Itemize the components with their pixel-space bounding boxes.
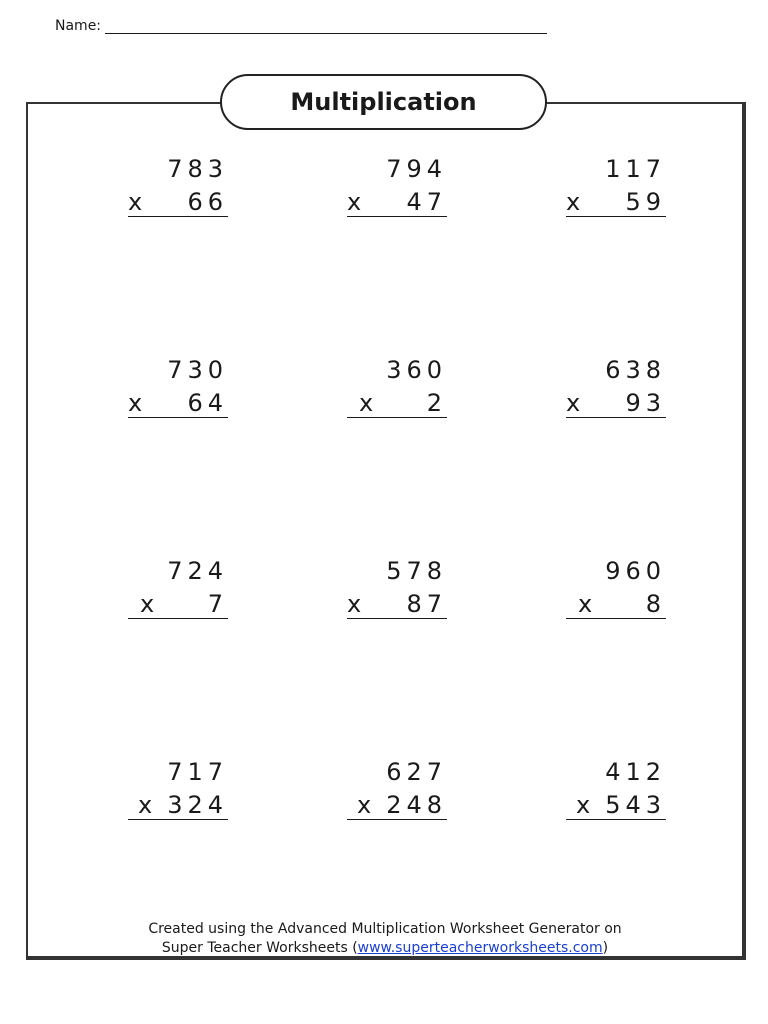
problem-2-multiplier: 47 [406,188,447,216]
problem-9-multiplier: 8 [645,590,666,618]
problem-2-top: 794 [386,155,447,183]
problem-11 [347,757,447,820]
problem-3-top: 117 [605,155,666,183]
problem-7-bottom-row [128,590,228,619]
multiply-sign: x [566,188,581,216]
problem-3-multiplier: 59 [625,188,666,216]
problem-1-multiplier: 66 [187,188,228,216]
footer-line-2 [26,939,744,958]
footer-credit [26,920,744,958]
multiply-sign: x [359,389,374,417]
footer-link[interactable]: www.superteacherworksheets.com [357,940,603,956]
problem-12-bottom-row [566,791,666,820]
problem-7-top: 724 [167,557,228,585]
problem-8 [347,556,447,619]
problem-6-bottom-row [566,389,666,418]
problem-11-top: 627 [386,758,447,786]
problem-3-bottom-row [566,188,666,217]
multiply-sign: x [347,590,362,618]
footer-line-1: Created using the Advanced Multiplication Worksheet Generator on [148,921,622,937]
problem-4 [128,355,228,418]
problem-8-bottom-row [347,590,447,619]
multiply-sign: x [128,389,143,417]
name-row [55,18,547,34]
name-label: Name: [55,18,102,34]
multiply-sign: x [576,791,591,819]
problem-3 [566,154,666,217]
problem-10 [128,757,228,820]
problem-5-bottom-row [347,389,447,418]
footer-suffix: ) [602,940,609,956]
problem-10-multiplier: 324 [167,791,228,819]
problem-10-top: 717 [167,758,228,786]
problem-12-multiplier: 543 [605,791,666,819]
footer-prefix: Super Teacher Worksheets ( [161,940,358,956]
multiply-sign: x [347,188,362,216]
problem-5-top: 360 [386,356,447,384]
worksheet-title: Multiplication [220,74,547,130]
worksheet-frame [26,102,746,960]
problem-9-bottom-row [566,590,666,619]
problem-9-top: 960 [605,557,666,585]
problem-5-multiplier: 2 [426,389,447,417]
problem-6 [566,355,666,418]
problem-4-bottom-row [128,389,228,418]
problem-1-top: 783 [167,155,228,183]
multiply-sign: x [128,188,143,216]
multiply-sign: x [566,389,581,417]
problem-5 [347,355,447,418]
problem-4-multiplier: 64 [187,389,228,417]
problem-1 [128,154,228,217]
problem-2 [347,154,447,217]
problem-8-top: 578 [386,557,447,585]
problem-9 [566,556,666,619]
problem-7 [128,556,228,619]
problem-10-bottom-row [128,791,228,820]
problem-7-multiplier: 7 [207,590,228,618]
problem-1-bottom-row [128,188,228,217]
problem-11-bottom-row [347,791,447,820]
problem-11-multiplier: 248 [386,791,447,819]
problem-12-top: 412 [605,758,666,786]
problem-6-top: 638 [605,356,666,384]
problem-8-multiplier: 87 [406,590,447,618]
problem-12 [566,757,666,820]
multiply-sign: x [357,791,372,819]
problem-6-multiplier: 93 [625,389,666,417]
problem-4-top: 730 [167,356,228,384]
multiply-sign: x [138,791,153,819]
multiply-sign: x [140,590,155,618]
name-field-line[interactable] [105,19,547,34]
multiply-sign: x [578,590,593,618]
problem-2-bottom-row [347,188,447,217]
